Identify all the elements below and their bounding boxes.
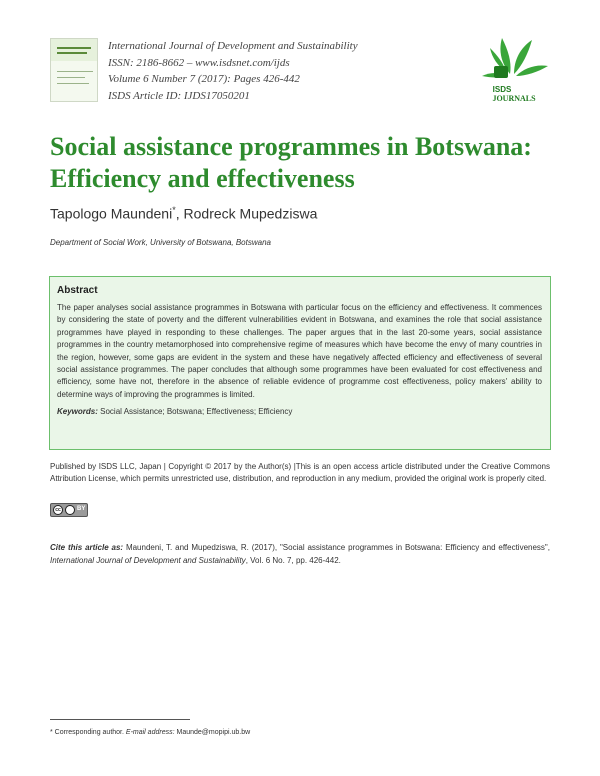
abstract-box — [49, 276, 551, 450]
affiliation: Department of Social Work, University of Botswana, Botswana — [50, 238, 271, 247]
cc-by-label: BY — [77, 506, 86, 512]
logo-subtext: JOURNALS — [492, 94, 536, 103]
keywords-list: Social Assistance; Botswana; Effectiveness; Efficiency — [100, 407, 293, 417]
footnote-rule — [50, 719, 190, 720]
journal-info — [108, 38, 358, 104]
logo-text: ISDS — [492, 85, 512, 94]
abstract-heading: Abstract — [57, 285, 98, 296]
isds-journals-logo — [480, 34, 552, 104]
journal-issn: ISSN: 2186-8662 – www.isdsnet.com/ijds — [108, 56, 290, 69]
license-statement: Published by ISDS LLC, Japan | Copyright © 2017 by the Author(s) |This is an open access article distributed under the Creative Commons Attribution License, which permits unrestricted use, distribution, and reproduction in any medium, provided the original work is properly cited. — [50, 462, 550, 483]
keywords — [57, 407, 542, 416]
author-second: Rodreck Mupedziswa — [183, 205, 318, 222]
citation-label: Cite this article as: — [50, 543, 124, 552]
citation — [50, 542, 550, 567]
citation-journal: International Journal of Development and Sustainability — [50, 555, 246, 565]
journal-article-id: ISDS Article ID: IJDS17050201 — [108, 89, 250, 102]
keywords-label: Keywords: — [57, 407, 98, 417]
footnote-mark: * — [50, 729, 53, 736]
corresponding-author-mark: * — [172, 205, 176, 215]
footnote-email[interactable]: Maunde@mopipi.ub.bw — [174, 729, 251, 736]
footnote-text: Corresponding author. — [52, 729, 126, 736]
citation-text-a: Maundeni, T. and Mupedziswa, R. (2017), "Social assistance programmes in Botswana: Efficiency and effectiveness", — [123, 543, 550, 552]
journal-cover-thumbnail — [50, 38, 98, 102]
paper-title: Social assistance programmes in Botswana: Efficiency and effectiveness — [50, 132, 532, 193]
citation-text-b: , Vol. 6 No. 7, pp. 426-442. — [245, 555, 341, 565]
author-separator: , — [175, 205, 184, 222]
footnote — [50, 729, 250, 736]
creative-commons-badge[interactable] — [50, 503, 88, 517]
journal-name: International Journal of Development and Sustainability — [108, 40, 358, 52]
footnote-email-label: E-mail address: — [125, 729, 175, 736]
author-list — [50, 205, 317, 222]
author-first: Tapologo Maundeni — [50, 205, 173, 222]
abstract-text: The paper analyses social assistance programmes in Botswana with particular focus on the efficiency and effectiveness. It commences by considering the state of poverty and the different vulnerabilities evident in Botswana, and examines the role that social assistance programmes have played in responding to these challenges. The paper argues that in the last 20-some years, social assistance programmes in the country metamorphosed into comprehensive regime of measures which have become the envy of many countries in the region, however, some gaps are evident in the system and these have negatively affected efficiency and effectiveness of several social assistance programmes. The paper concludes that although some programmes have been evaluated for cost effectiveness and efficiency, some have not, therefore in the absence of reliable evidence of programme cost effectiveness, policy makers' ability to determine ways of improving the programmes is limited. — [57, 303, 542, 399]
attribution-icon — [65, 505, 75, 515]
cc-icon: cc — [53, 505, 63, 515]
journal-volume: Volume 6 Number 7 (2017): Pages 426-442 — [108, 73, 300, 85]
